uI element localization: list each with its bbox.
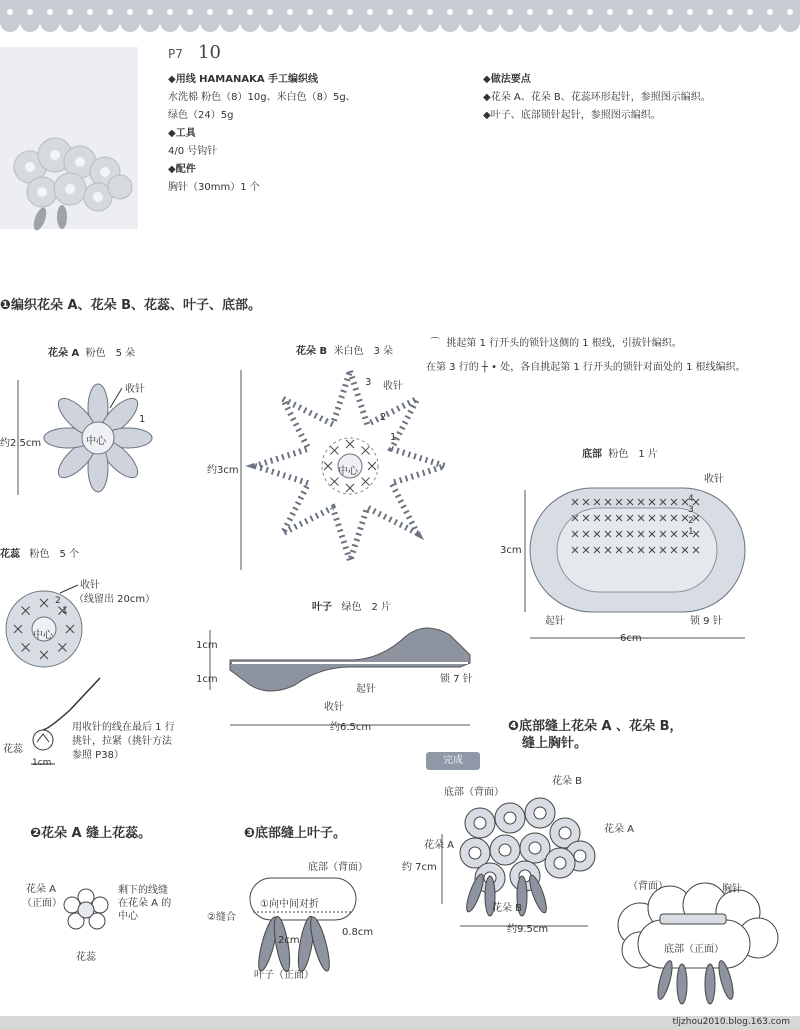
stamen-note-l3: 参照 P38） <box>72 750 124 761</box>
leaf-h2: 1cm <box>196 674 218 685</box>
step4-flowerB2: 花朵 B <box>492 903 523 914</box>
step3-d2: 0.8cm <box>342 927 374 938</box>
flowerB-size: 约3cm <box>207 465 239 476</box>
method-line-1: ◆花朵 A、花朵 B、花蕊环形起针，参照图示编织。 <box>483 92 711 103</box>
step2-note-l1: 剩下的线缝 <box>118 885 168 896</box>
step4-base-back: 底部（背面） <box>444 787 504 798</box>
base-width: 6cm <box>620 633 642 644</box>
leaf-name: 叶子 <box>312 602 332 613</box>
flowerA-name: 花朵 A <box>48 348 80 359</box>
leaf-chain: 锁 7 针 <box>440 674 473 685</box>
base-finish: 收针 <box>704 474 724 485</box>
base-row-1: 1 <box>688 527 694 537</box>
stamen-small-label: 花蕊 <box>3 744 23 755</box>
stamen-finish: 收针 <box>80 580 100 591</box>
flowerB-center: 中心 <box>338 466 358 477</box>
method-block <box>483 71 711 125</box>
flowerA-center: 中心 <box>86 436 106 447</box>
step4-flowerB: 花朵 B <box>552 776 583 787</box>
step2-note-l3: 中心 <box>118 911 138 922</box>
step4-title-l2: 缝上胸针。 <box>522 736 588 751</box>
materials-block <box>168 71 356 197</box>
flowerA-row1: 1 <box>139 414 146 425</box>
step4-brooch: 胸针 <box>722 884 742 895</box>
leaf-finish: 收针 <box>324 702 344 713</box>
step4-base-front: 底部（正面） <box>664 944 724 955</box>
materials-line-1: 水洗棉 粉色（8）10g、米白色（8）5g、 <box>168 92 356 103</box>
flowerA-title <box>48 344 135 359</box>
base-height: 3cm <box>500 545 522 556</box>
base-diagram <box>495 470 765 650</box>
method-line-2: ◆叶子、底部锁针起针，参照图示编织。 <box>483 110 661 121</box>
step2-flower-sub: （正面） <box>22 898 62 909</box>
flowerB-title <box>296 342 393 357</box>
base-chain: 锁 9 针 <box>690 616 723 627</box>
parts-heading: ◆配件 <box>168 164 196 175</box>
note-line-2 <box>426 358 746 373</box>
step4-width: 约9.5cm <box>507 924 549 935</box>
step4-height: 约 7cm <box>402 862 437 873</box>
base-row-2: 2 <box>688 516 694 526</box>
leaf-start: 起针 <box>356 684 376 695</box>
stamen-note-l1: 用收针的线在最后 1 行 <box>72 722 175 733</box>
step3-d1: 2cm <box>278 935 300 946</box>
stamen-name: 花蕊 <box>0 549 20 560</box>
flowerA-spec: 粉色 5 朵 <box>85 348 136 359</box>
leaf-title <box>312 598 391 613</box>
step1-title: ❶编织花朵 A、花朵 B、花蕊、叶子、底部。 <box>0 298 262 313</box>
stamen-row2: 2 <box>55 596 61 606</box>
done-tag: 完成 <box>426 752 480 770</box>
base-title <box>582 445 658 460</box>
stamen-size: 1cm <box>32 758 52 768</box>
step3-fold: ①向中间对折 <box>260 899 319 910</box>
finished-front <box>440 778 610 938</box>
lace-border <box>0 0 800 38</box>
note-line-1 <box>430 334 682 349</box>
product-photo <box>0 47 138 229</box>
footer-credit: tljzhou2010.blog.163.com <box>672 1017 790 1027</box>
step2-flower <box>60 885 120 935</box>
stamen-center: 中心 <box>33 630 53 641</box>
base-rows <box>688 494 694 538</box>
flowerA-finish: 收针 <box>125 384 145 395</box>
note-line-1-text: 挑起第 1 行开头的锁针这侧的 1 根线，引拔针编织。 <box>446 338 682 349</box>
stamen-row1: 1 <box>62 606 68 616</box>
base-spec: 粉色 1 片 <box>608 449 658 460</box>
stamen-title <box>0 545 79 560</box>
step2-stamen: 花蕊 <box>76 952 96 963</box>
step2-title: ❷花朵 A 缝上花蕊。 <box>30 826 152 841</box>
method-heading: ◆做法要点 <box>483 74 531 85</box>
step3-title: ❸底部缝上叶子。 <box>244 826 347 841</box>
tools-value: 4/0 号钩针 <box>168 146 218 157</box>
flowerA-size: 约2.5cm <box>0 438 42 449</box>
flowerB-spec: 米白色 3 朵 <box>333 346 394 357</box>
leaf-width: 约6.5cm <box>330 722 372 733</box>
stitch-symbol-icon: ┼ • <box>478 362 501 373</box>
flowerB-finish: 收针 <box>383 381 403 392</box>
pattern-number: 10 <box>198 42 221 63</box>
flowerB-name: 花朵 B <box>296 346 328 357</box>
step4-back: （背面） <box>628 881 668 892</box>
leaf-h1: 1cm <box>196 640 218 651</box>
step4-flowerA1: 花朵 A <box>604 824 635 835</box>
step3-base-label: 底部（背面） <box>308 862 368 873</box>
step3-leaf-label: 叶子（正面） <box>254 970 314 981</box>
note-line-2a: 在第 3 行的 <box>426 362 479 373</box>
materials-line-2: 绿色（24）5g <box>168 110 234 121</box>
slip-stitch-icon: ⌒ <box>430 338 447 349</box>
stamen-note-l2: 挑针，拉紧（挑针方法 <box>72 736 172 747</box>
parts-value: 胸针（30mm）1 个 <box>168 182 260 193</box>
flowerB-row1: 1 <box>390 432 397 443</box>
materials-heading: ◆用线 HAMANAKA 手工编织线 <box>168 74 319 85</box>
step2-note <box>118 884 171 923</box>
base-row-4: 4 <box>688 494 694 504</box>
step3-sew: ②缝合 <box>207 912 236 923</box>
flowerB-row2: 2 <box>380 412 387 423</box>
leaf-spec: 绿色 2 片 <box>341 602 392 613</box>
stamen-finish-note: （线留出 20cm） <box>74 594 156 605</box>
step4-title-l1: ❹底部缝上花朵 A 、花朵 B， <box>508 719 683 734</box>
stamen-note <box>72 721 175 763</box>
base-start: 起针 <box>545 616 565 627</box>
page-ref: P7 <box>168 47 183 61</box>
base-name: 底部 <box>582 449 602 460</box>
step4-flowerA2: 花朵 A <box>424 840 455 851</box>
step2-note-l2: 在花朵 A 的 <box>118 898 172 909</box>
note-line-2b: 处，各自挑起第 1 行开头的锁针对面处的 1 根线编织。 <box>500 362 746 373</box>
flowerB-row3: 3 <box>365 377 372 388</box>
step4-title <box>508 718 683 752</box>
step2-flower-label: 花朵 A <box>26 884 57 895</box>
base-row-3: 3 <box>688 505 694 515</box>
stamen-spec: 粉色 5 个 <box>29 549 80 560</box>
footer-bar <box>0 1016 800 1030</box>
tools-heading: ◆工具 <box>168 128 196 139</box>
brooch-photo-illustration <box>0 47 138 229</box>
